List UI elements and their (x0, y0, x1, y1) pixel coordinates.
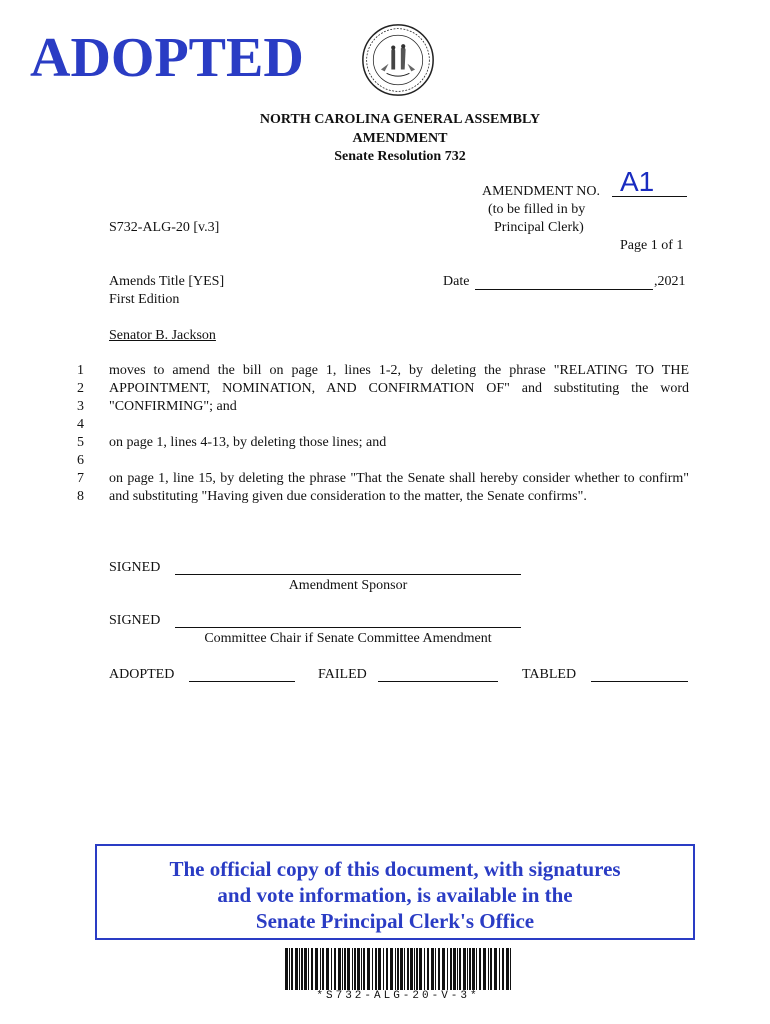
barcode-bar (431, 948, 434, 990)
barcode-bar (410, 948, 413, 990)
date-year: ,2021 (654, 274, 686, 289)
assembly-heading: NORTH CAROLINA GENERAL ASSEMBLY (259, 112, 541, 127)
adopted-line (189, 664, 295, 682)
fill-note-2: Principal Clerk) (494, 220, 584, 235)
barcode-bar (506, 948, 509, 990)
signed-label-1: SIGNED (109, 560, 161, 575)
notice-line-2: and vote information, is available in the (217, 883, 573, 907)
line-number: 5 (77, 435, 84, 450)
line-number: 8 (77, 489, 84, 504)
barcode-bar (438, 948, 440, 990)
fill-note-1: (to be filled in by (488, 202, 586, 217)
barcode-bar (326, 948, 329, 990)
amendment-paragraph-2: on page 1, lines 4-13, by deleting those lines; and (109, 435, 387, 450)
barcode-bar (459, 948, 461, 990)
barcode-bar (463, 948, 466, 990)
barcode-bar (499, 948, 500, 990)
barcode-bar (285, 948, 288, 990)
barcode-bar (320, 948, 321, 990)
barcode-bar (354, 948, 356, 990)
barcode-bar (289, 948, 290, 990)
edition: First Edition (109, 292, 180, 307)
barcode-bar (378, 948, 381, 990)
amends-title: Amends Title [YES] (109, 274, 225, 289)
barcode-bar (361, 948, 362, 990)
barcode-bar (311, 948, 313, 990)
document-id: S732-ALG-20 [v.3] (109, 220, 220, 235)
amendment-paragraph-3: on page 1, line 15, by deleting the phrase "That the Senate shall hereby consider whether to confirm" and substituting "Having given due consideration to the matter, the Senate confirms". (109, 471, 689, 504)
tabled-label: TABLED (522, 667, 577, 682)
barcode-bar (299, 948, 300, 990)
barcode-bar (352, 948, 353, 990)
date-label: Date (443, 274, 470, 289)
failed-label: FAILED (318, 667, 367, 682)
barcode-bar (295, 948, 298, 990)
line-number: 1 (77, 363, 84, 378)
barcode-bar (427, 948, 429, 990)
amendment-heading: AMENDMENT (352, 131, 448, 146)
barcode-bar (367, 948, 370, 990)
sponsor-caption: Amendment Sponsor (288, 578, 408, 593)
barcode-bar (342, 948, 343, 990)
page-count: Page 1 of 1 (620, 238, 684, 253)
barcode-bar (502, 948, 504, 990)
date-line (475, 272, 653, 290)
barcode-bar (301, 948, 303, 990)
barcode-bar (308, 948, 309, 990)
barcode-bar (479, 948, 481, 990)
barcode-bar (397, 948, 399, 990)
notice-line-1: The official copy of this document, with signatures (169, 857, 621, 881)
barcode-bar (347, 948, 350, 990)
barcode-bar (344, 948, 346, 990)
line-number: 6 (77, 453, 84, 468)
barcode-bar (383, 948, 384, 990)
barcode-bar (322, 948, 324, 990)
line-number: 7 (77, 471, 84, 486)
barcode-bar (450, 948, 452, 990)
state-seal-icon (360, 22, 436, 98)
barcode-bar (390, 948, 393, 990)
sponsor-signature-line (175, 557, 521, 575)
barcode-bar (435, 948, 436, 990)
barcode-bar (419, 948, 422, 990)
adopted-label: ADOPTED (109, 667, 175, 682)
barcode-bar (407, 948, 409, 990)
barcode-icon (283, 948, 513, 990)
barcode-bar (510, 948, 511, 990)
barcode-bar (424, 948, 425, 990)
amendment-no-field (612, 168, 687, 197)
barcode-bar (386, 948, 388, 990)
line-number: 3 (77, 399, 84, 414)
barcode-bar (442, 948, 445, 990)
sponsor-name: Senator B. Jackson (109, 328, 216, 343)
amendment-paragraph-1: moves to amend the bill on page 1, lines 1-2, by deleting the phrase "RELATING TO THE APPOINTMENT, NOMINATION, AND CONFIRMATION OF" and substituting the word "CONFIRMING"; and (109, 363, 689, 414)
barcode-bar (469, 948, 471, 990)
barcode-bar (447, 948, 448, 990)
failed-line (378, 664, 498, 682)
barcode-bar (375, 948, 377, 990)
barcode-bar (304, 948, 307, 990)
chair-signature-line (175, 610, 521, 628)
barcode-bar (372, 948, 373, 990)
barcode-bar (416, 948, 418, 990)
amendment-number: A1 (620, 166, 655, 197)
barcode-bar (400, 948, 403, 990)
barcode-bar (457, 948, 458, 990)
barcode-bar (363, 948, 365, 990)
barcode-bar (357, 948, 360, 990)
barcode-bar (494, 948, 497, 990)
barcode-bar (476, 948, 477, 990)
tabled-line (591, 664, 688, 682)
barcode-bar (395, 948, 396, 990)
barcode-bar (453, 948, 456, 990)
barcode-text: *S732-ALG-20-V-3* (316, 990, 480, 1002)
barcode-bar (404, 948, 405, 990)
signed-label-2: SIGNED (109, 613, 161, 628)
barcode-bar (291, 948, 293, 990)
amendment-no-label: AMENDMENT NO. (482, 184, 600, 199)
barcode-bar (488, 948, 489, 990)
barcode-bar (315, 948, 318, 990)
line-number: 2 (77, 381, 84, 396)
barcode-bar (490, 948, 492, 990)
notice-line-3: Senate Principal Clerk's Office (255, 909, 535, 933)
barcode-bar (334, 948, 336, 990)
chair-caption: Committee Chair if Senate Committee Amendment (204, 631, 492, 646)
barcode-bar (414, 948, 415, 990)
barcode-bar (483, 948, 486, 990)
adopted-stamp: ADOPTED (30, 27, 304, 89)
line-number: 4 (77, 417, 84, 432)
barcode-bar (338, 948, 341, 990)
barcode-bar (472, 948, 475, 990)
barcode-bar (467, 948, 468, 990)
barcode-bar (331, 948, 332, 990)
resolution-heading: Senate Resolution 732 (334, 149, 466, 164)
official-copy-notice (95, 844, 695, 940)
